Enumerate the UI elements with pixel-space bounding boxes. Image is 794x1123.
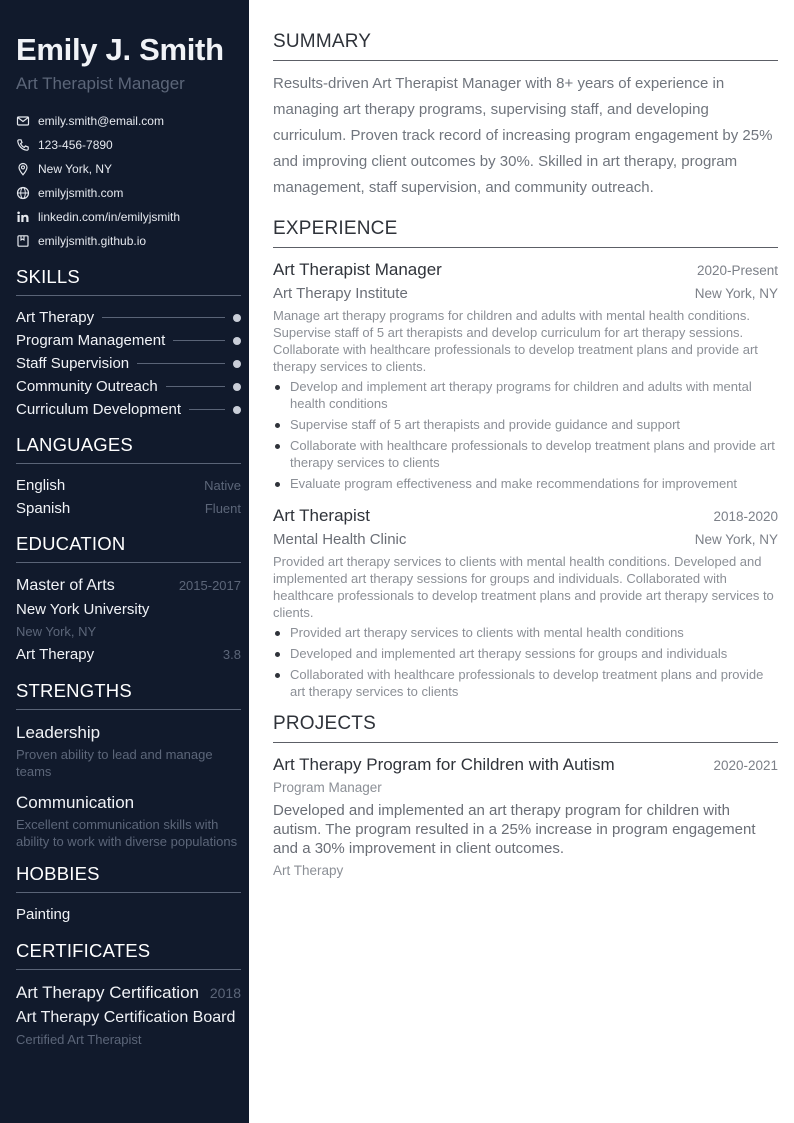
education-school: New York University [16,601,150,618]
job-description: Manage art therapy programs for children and adults with mental health conditions. Supervise staff of 5 art therapists and develop curriculum for art therapy sessions. Collaborate with healthcare professionals to develop treatment plans and provide art therapy services to clients. [273,308,758,374]
skill-item [16,306,241,329]
projects-heading: PROJECTS [273,712,778,743]
language-item [16,474,241,497]
strengths-heading: STRENGTHS [16,679,241,710]
contact-location-text: New York, NY [38,162,113,176]
github-icon [16,234,30,248]
summary-heading: SUMMARY [273,30,778,61]
project-tag: Art Therapy [273,863,344,878]
job-bullet [273,645,778,662]
contact-email[interactable] [16,109,241,133]
job-bullet-text: Evaluate program effectiveness and make recommendations for improvement [290,476,738,491]
experience-heading: EXPERIENCE [273,217,778,248]
certificate-row [16,980,241,1006]
strength-desc: Excellent communication skills with ability to work with diverse populations [16,817,238,849]
project-dates: 2020-2021 [713,758,778,773]
candidate-role: Art Therapist Manager [16,74,185,93]
main-content [273,30,778,882]
job-company-row [273,282,778,306]
project-role: Program Manager [273,780,382,795]
bullet-dot [275,482,280,487]
job-bullet-text: Collaborate with healthcare professionals to develop treatment plans and provide art therapy services to clients [290,438,775,470]
skills-heading: SKILLS [16,265,241,296]
job-title-row [273,504,778,528]
summary-text: Results-driven Art Therapist Manager with 8+ years of experience in managing art therapy programs, supervising staff, and developing curriculum. Proven track record of increasing program engagement by 25% and improving client outcomes by 30%. Skilled in art therapy, program management, staff supervision, and community outreach. [273,75,773,196]
certificate-issuer: Art Therapy Certification Board [16,1009,236,1026]
job-company-row [273,528,778,552]
job-bullet-text: Developed and implemented art therapy sessions for groups and individuals [290,646,728,661]
education-dates: 2015-2017 [178,578,241,593]
skill-line [102,317,225,318]
linkedin-icon [16,210,30,224]
contact-phone-text: 123-456-7890 [38,138,113,152]
phone-icon [16,138,30,152]
contact-github[interactable] [16,229,241,253]
job-bullet [273,475,778,492]
job-bullets [273,624,778,700]
skill-item [16,329,241,352]
job-entry [273,504,778,700]
skill-item [16,375,241,398]
education-gpa: 3.8 [222,647,241,662]
project-title-row [273,753,778,777]
certificate-title: Certified Art Therapist [16,1032,142,1047]
skill-line [189,409,225,410]
contact-phone[interactable] [16,133,241,157]
project-entry [273,753,778,882]
bullet-dot [275,673,280,678]
skill-label: Curriculum Development [16,401,182,418]
hobby-item: Painting [16,906,71,923]
job-bullet [273,416,778,433]
job-title: Art Therapist Manager [273,260,442,279]
job-entry [273,258,778,492]
contact-linkedin[interactable] [16,205,241,229]
education-degree-row [16,573,241,598]
contact-linkedin-text: linkedin.com/in/emilyjsmith [38,210,181,224]
skill-dot [233,314,241,322]
job-company: Mental Health Clinic [273,531,407,548]
skill-item [16,352,241,375]
globe-icon [16,186,30,200]
education-field-row [16,642,241,667]
contact-location [16,157,241,181]
skill-line [166,386,225,387]
bullet-dot [275,652,280,657]
location-icon [16,162,30,176]
job-dates: 2020-Present [696,263,778,278]
job-bullet-text: Collaborated with healthcare professionals to develop treatment plans and provide art therapy services to clients [290,667,764,699]
email-icon [16,114,30,128]
candidate-name: Emily J. Smith [16,32,224,67]
contact-email-text: emily.smith@email.com [38,114,164,128]
bullet-dot [275,631,280,636]
skill-dot [233,383,241,391]
skill-dot [233,337,241,345]
job-bullet [273,378,778,412]
skills-list [16,306,241,421]
skill-dot [233,406,241,414]
contact-github-text: emilyjsmith.github.io [38,234,147,248]
education-degree: Master of Arts [16,576,115,594]
language-name: Spanish [16,500,71,517]
contact-website[interactable] [16,181,241,205]
language-level: Fluent [204,501,241,516]
skill-line [173,340,225,341]
strength-desc: Proven ability to lead and manage teams [16,747,213,779]
strength-name: Leadership [16,723,101,742]
skill-line [137,363,225,364]
education-location: New York, NY [16,624,97,639]
sidebar [0,0,249,1123]
certificates-heading: CERTIFICATES [16,939,241,970]
bullet-dot [275,385,280,390]
education-heading: EDUCATION [16,532,241,563]
job-title-row [273,258,778,282]
project-description: Developed and implemented an art therapy program for children with autism. The program resulted in a 25% increase in program engagement and a 30% improvement in client outcomes. [273,802,756,857]
bullet-dot [275,423,280,428]
contact-list [16,109,241,253]
skill-label: Community Outreach [16,378,158,395]
job-location: New York, NY [694,286,778,301]
job-company: Art Therapy Institute [273,285,408,302]
job-bullet-text: Supervise staff of 5 art therapists and provide guidance and support [290,417,681,432]
language-name: English [16,477,66,494]
job-dates: 2018-2020 [713,509,778,524]
job-bullet [273,666,778,700]
job-bullet [273,437,778,471]
language-level: Native [204,478,241,493]
languages-heading: LANGUAGES [16,433,241,464]
job-bullet [273,624,778,641]
job-bullet-text: Provided art therapy services to clients with mental health conditions [290,625,684,640]
skill-label: Art Therapy [16,309,95,326]
hobbies-heading: HOBBIES [16,862,241,893]
certificate-name: Art Therapy Certification [16,983,199,1002]
bullet-dot [275,444,280,449]
skill-dot [233,360,241,368]
job-description: Provided art therapy services to clients with mental health conditions. Developed and implemented art therapy sessions for groups and individuals. Collaborated with healthcare professionals to develop treatment plans and provide art therapy services to clients. [273,554,774,620]
skill-label: Staff Supervision [16,355,130,372]
contact-website-text: emilyjsmith.com [38,186,124,200]
job-bullets [273,378,778,492]
job-bullet-text: Develop and implement art therapy programs for children and adults with mental health conditions [290,379,752,411]
strength-name: Communication [16,793,135,812]
skill-label: Program Management [16,332,166,349]
job-title: Art Therapist [273,506,371,525]
project-title: Art Therapy Program for Children with Autism [273,755,615,774]
education-field: Art Therapy [16,646,95,663]
language-item [16,497,241,520]
skill-item [16,398,241,421]
certificate-year: 2018 [209,985,241,1001]
job-location: New York, NY [694,532,778,547]
